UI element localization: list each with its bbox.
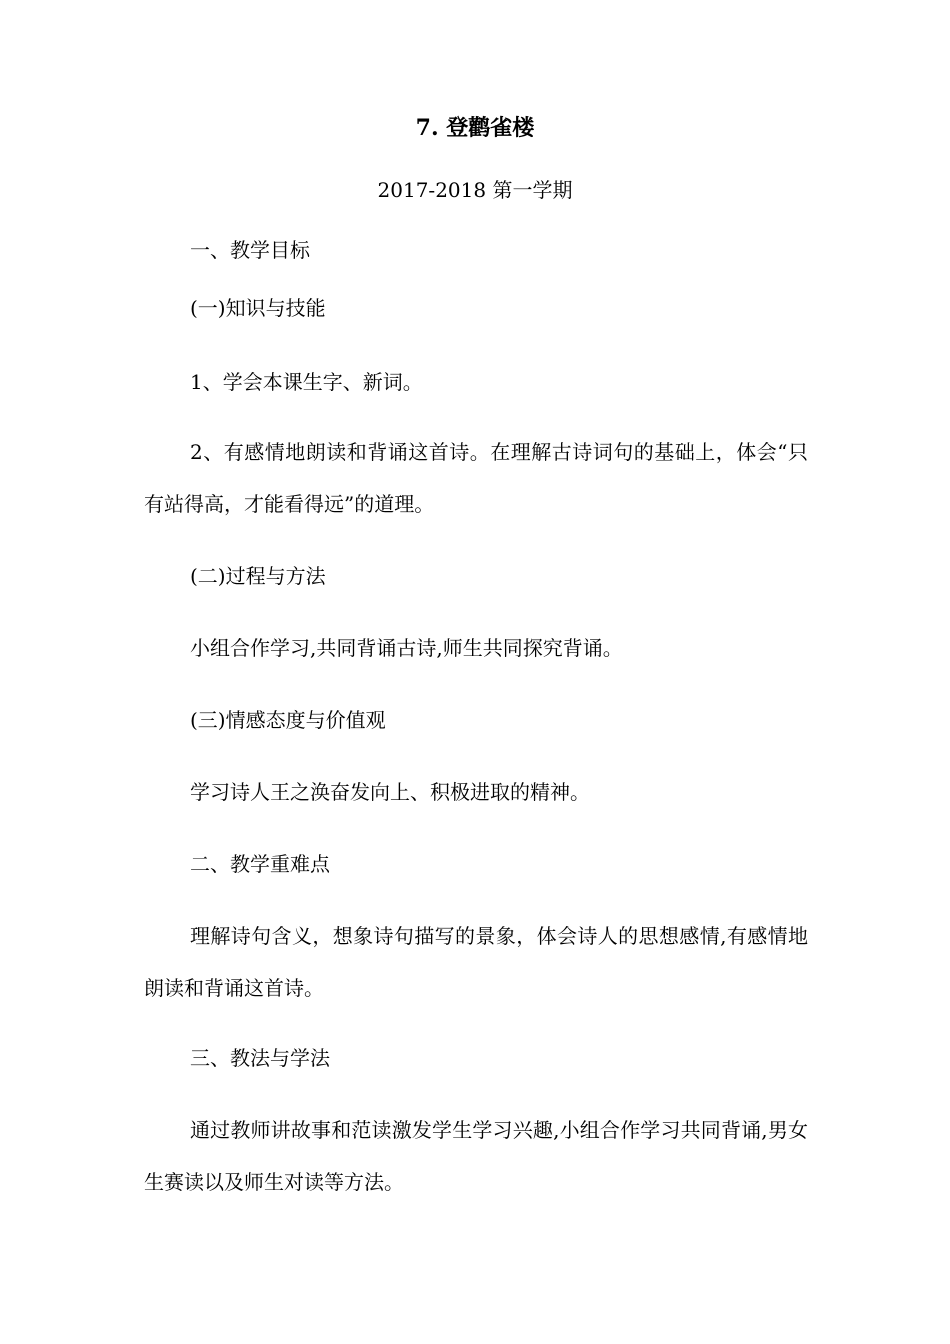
paragraph-key-points: 理解诗句含义，想象诗句描写的景象，体会诗人的思想感情,有感情地朗读和背诵这首诗。 <box>144 924 808 1000</box>
section-heading-key-points: 二、教学重难点 <box>190 852 330 876</box>
section-heading-objectives: 一、教学目标 <box>190 238 310 262</box>
paragraph-methods: 通过教师讲故事和范读激发学生学习兴趣,小组合作学习共同背诵,男女生赛读以及师生对读等方法。 <box>144 1118 808 1194</box>
document-subtitle: 2017-2018 第一学期 <box>377 178 573 202</box>
section-heading-methods: 三、教法与学法 <box>190 1046 330 1070</box>
subsection-heading-attitude: (三)情感态度与价值观 <box>190 708 386 732</box>
document-title: 7. 登鹳雀楼 <box>415 115 535 141</box>
paragraph-process: 小组合作学习,共同背诵古诗,师生共同探究背诵。 <box>190 636 623 660</box>
list-item-2: 2、有感情地朗读和背诵这首诗。在理解古诗词句的基础上，体会“只有站得高，才能看得远”的道理。 <box>144 440 808 516</box>
subsection-heading-process: (二)过程与方法 <box>190 564 326 588</box>
list-item-1: 1、学会本课生字、新词。 <box>190 370 423 394</box>
paragraph-attitude: 学习诗人王之涣奋发向上、积极进取的精神。 <box>190 780 590 804</box>
subsection-heading-knowledge: (一)知识与技能 <box>190 296 326 320</box>
